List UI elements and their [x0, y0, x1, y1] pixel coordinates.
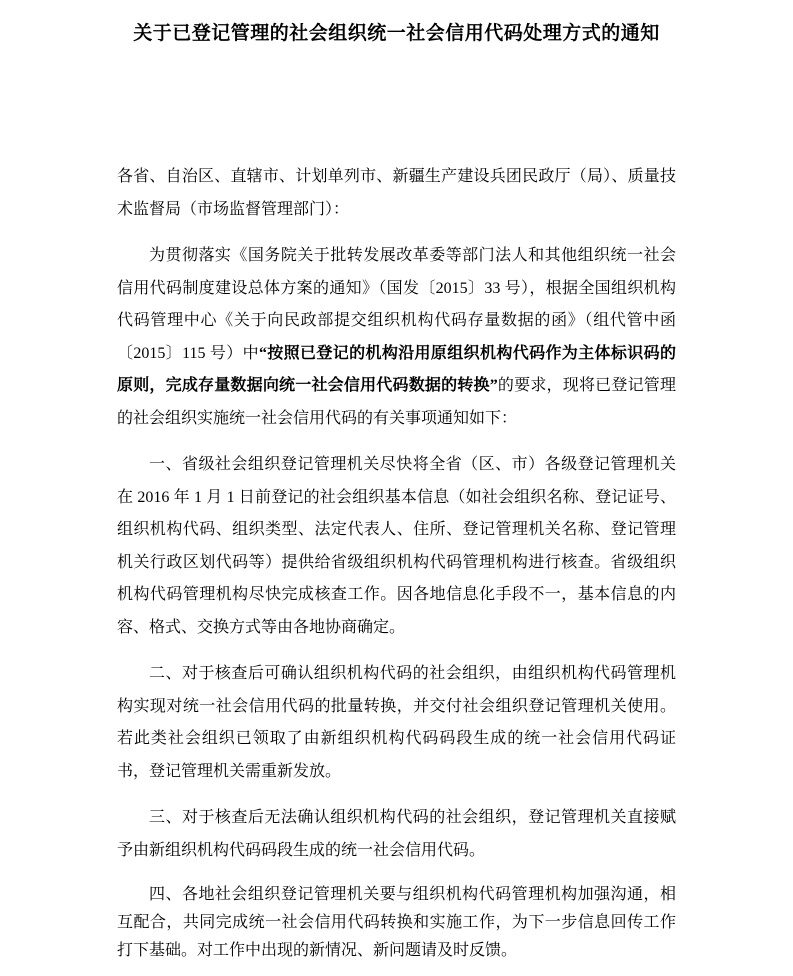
- salutation: 各省、自治区、直辖市、计划单列市、新疆生产建设兵团民政厅（局）、质量技术监督局（市场监督管理部门）：: [117, 168, 676, 218]
- text-segment: 四、各地社会组织登记管理机关要与组织机构代码管理机构加强沟通，相互配合，共同完成统一社会信用代码转换和实施工作，为下一步信息回传工作打下基础。对工作中出现的新情况、新问题请及时反馈。: [117, 886, 676, 959]
- text-segment: 二、对于核查后可确认组织机构代码的社会组织，由组织机构代码管理机构实现对统一社会信用代码的批量转换，并交付社会组织登记管理机关使用。若此类社会组织已领取了由新组织机构代码码段生成的统一社会信用代码证书，登记管理机关需重新发放。: [117, 665, 676, 780]
- paragraph: [117, 449, 676, 644]
- text-segment: 的要求，现将已登记管理的社会组织实施统一社会信用代码的有关事项通知如下：: [117, 377, 676, 427]
- text-segment: 三、对于核查后无法确认组织机构代码的社会组织，登记管理机关直接赋予由新组织机构代码码段生成的统一社会信用代码。: [117, 809, 676, 859]
- text-segment: 为贯彻落实《国务院关于批转发展改革委等部门法人和其他组织统一社会信用代码制度建设总体方案的通知》（国发〔2015〕33 号），根据全国组织机构代码管理中心《关于向民政部提交组织机构代码存量数据的函》（组代管中函〔2015〕115 号）中: [117, 247, 676, 362]
- text-segment: 一、省级社会组织登记管理机关尽快将全省（区、市）各级登记管理机关在 2016 年 1 月 1 日前登记的社会组织基本信息（如社会组织名称、登记证号、组织机构代码、组织类型、法定代表人、住所、登记管理机关名称、登记管理机关行政区划代码等）提供给省级组织机构代码管理机构进行核查。省级组织机构代码管理机构尽快完成核查工作。因各地信息化手段不一，基本信息的内容、格式、交换方式等由各地协商确定。: [117, 456, 676, 636]
- bold-text-segment: “按照已登记的机构沿用原组织机构代码作为主体标识码的原则，完成存量数据向统一社会信用代码数据的转换”: [117, 344, 676, 394]
- paragraph: [117, 240, 676, 435]
- paragraph: [117, 802, 676, 867]
- document-body: [117, 240, 676, 965]
- paragraph: [117, 658, 676, 788]
- paragraph: [117, 881, 676, 965]
- document-title: 关于已登记管理的社会组织统一社会信用代码处理方式的通知: [133, 23, 660, 44]
